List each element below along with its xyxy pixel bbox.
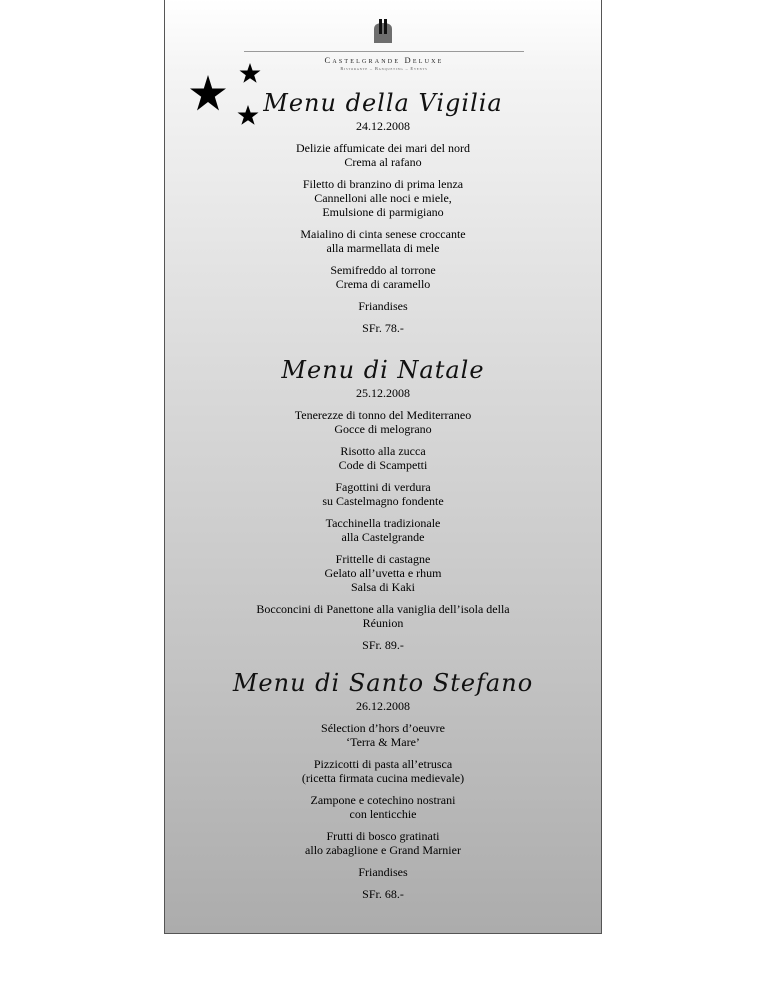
course-line: Crema di caramello xyxy=(335,277,431,291)
course-line: Risotto alla zucca xyxy=(340,444,426,458)
course xyxy=(165,793,601,821)
course-line: su Castelmagno fondente xyxy=(322,494,444,508)
course-line: Bocconcini di Panettone alla vaniglia dell’isola della xyxy=(256,602,510,616)
course-line: con lenticchie xyxy=(349,807,417,821)
course-line: Filetto di branzino di prima lenza xyxy=(302,177,464,191)
course xyxy=(165,408,601,436)
course-line: Tenerezze di tonno del Mediterraneo xyxy=(294,408,472,422)
course-line: Frittelle di castagne xyxy=(335,552,431,566)
menu-section-vigilia xyxy=(165,89,601,335)
course xyxy=(165,227,601,255)
course-line: Maialino di cinta senese croccante xyxy=(300,227,466,241)
course xyxy=(165,480,601,508)
menu-price: SFr. 78.- xyxy=(362,321,404,335)
menu-title: Menu di Natale xyxy=(281,356,485,384)
course-line: Gelato all’uvetta e rhum xyxy=(324,566,442,580)
brand-tagline: Ristorante – Banqueting – Events xyxy=(340,66,428,71)
menu-title: Menu della Vigilia xyxy=(263,89,503,117)
menu-section-santo-stefano xyxy=(165,669,601,901)
course xyxy=(165,721,601,749)
course-line: Code di Scampetti xyxy=(338,458,428,472)
menu-card xyxy=(164,0,602,934)
course-line: Frutti di bosco gratinati xyxy=(326,829,440,843)
course xyxy=(165,829,601,857)
course-line: Friandises xyxy=(358,865,408,879)
course-line: Zampone e cotechino nostrani xyxy=(310,793,456,807)
course xyxy=(165,865,601,879)
tower-logo-icon xyxy=(371,19,395,43)
course-line: Delizie affumicate dei mari del nord xyxy=(295,141,471,155)
course-line: Semifreddo al torrone xyxy=(330,263,436,277)
course-line: alla Castelgrande xyxy=(341,530,425,544)
course xyxy=(165,516,601,544)
course xyxy=(165,444,601,472)
course xyxy=(165,757,601,785)
course xyxy=(165,552,601,594)
menu-date: 26.12.2008 xyxy=(356,699,410,713)
menu-title: Menu di Santo Stefano xyxy=(232,669,534,697)
course xyxy=(165,141,601,169)
menu-price: SFr. 68.- xyxy=(362,887,404,901)
small-star-top-icon xyxy=(240,63,261,83)
course-line: allo zabaglione e Grand Marnier xyxy=(305,843,461,857)
course-line: Pizzicotti di pasta all’etrusca xyxy=(313,757,453,771)
course-line: Gocce di melograno xyxy=(334,422,432,436)
course xyxy=(165,263,601,291)
course-line: Réunion xyxy=(362,616,404,630)
menu-price: SFr. 89.- xyxy=(362,638,404,652)
course-line: Emulsione di parmigiano xyxy=(322,205,444,219)
menu-section-natale xyxy=(165,356,601,652)
course-line: Tacchinella tradizionale xyxy=(325,516,441,530)
course-line: Fagottini di verdura xyxy=(335,480,431,494)
course-line: Friandises xyxy=(358,299,408,313)
course xyxy=(165,177,601,219)
course-line: alla marmellata di mele xyxy=(326,241,440,255)
course xyxy=(165,299,601,313)
course-line: Cannelloni alle noci e miele, xyxy=(314,191,452,205)
course-line: (ricetta firmata cucina medievale) xyxy=(301,771,465,785)
course-line: Crema al rafano xyxy=(344,155,422,169)
logo-divider xyxy=(244,51,524,52)
brand-name: Castelgrande Deluxe xyxy=(324,55,444,65)
menu-date: 24.12.2008 xyxy=(356,119,410,133)
menu-date: 25.12.2008 xyxy=(356,386,410,400)
course-line: Sélection d’hors d’oeuvre xyxy=(321,721,445,735)
logo xyxy=(244,19,524,71)
course-line: ‘Terra & Mare’ xyxy=(346,735,420,749)
course-line: Salsa di Kaki xyxy=(351,580,415,594)
course xyxy=(165,602,601,630)
